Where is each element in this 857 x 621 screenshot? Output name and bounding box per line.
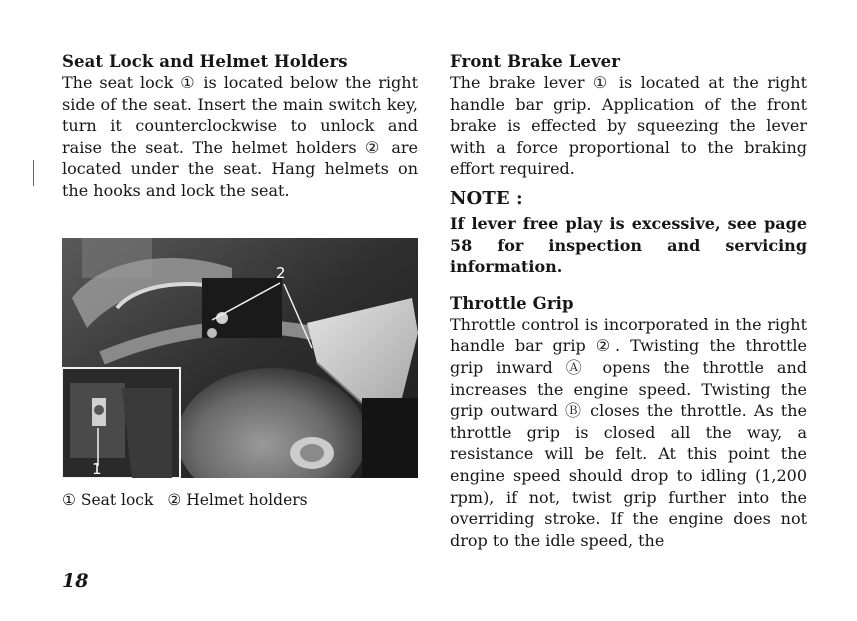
photo-label-2: 2	[276, 264, 286, 282]
caption-helmet-holders: ② Helmet holders	[167, 491, 308, 509]
seat-helmet-photo	[62, 238, 418, 478]
caption-seat-lock: ① Seat lock	[62, 491, 154, 509]
seat-lock-paragraph: The seat lock ① is located below the right side of the seat. Insert the main switch key, turn it counterclockwise to unlock and raise the seat. The helmet holders ② are located under the seat. Hang helmets on the hooks and lock the seat.	[62, 73, 418, 200]
page-number: 18	[62, 570, 89, 592]
front-brake-paragraph: The brake lever ① is located at the right handle bar grip. Application of the front brake is effected by squeezing the lever with a force proportional to the braking effort required.	[450, 73, 807, 179]
throttle-grip-paragraph: Throttle control is incorporated in the right handle bar grip ②. Twisting the throttle grip inward Ⓐ opens the throttle and increases the engine speed. Twisting the grip outward Ⓑ closes the throttle. As the throttle grip is closed all the way, a resistance will be felt. At this point the engine speed should drop to idling (1,200 rpm), if not, twist grip further into the overriding stroke. If the engine does not drop to the idle speed, the	[450, 314, 807, 550]
note-paragraph: If lever free play is excessive, see page 58 for inspection and servicing information.	[450, 213, 807, 277]
note-heading: NOTE :	[450, 187, 523, 209]
front-brake-heading: Front Brake Lever	[450, 52, 621, 71]
seat-lock-heading: Seat Lock and Helmet Holders	[62, 52, 348, 71]
left-column	[62, 52, 418, 202]
photo-label-1: 1	[92, 460, 102, 478]
photo-caption	[62, 490, 418, 510]
margin-mark	[33, 160, 34, 186]
throttle-grip-heading: Throttle Grip	[450, 293, 574, 313]
right-column	[450, 52, 807, 551]
